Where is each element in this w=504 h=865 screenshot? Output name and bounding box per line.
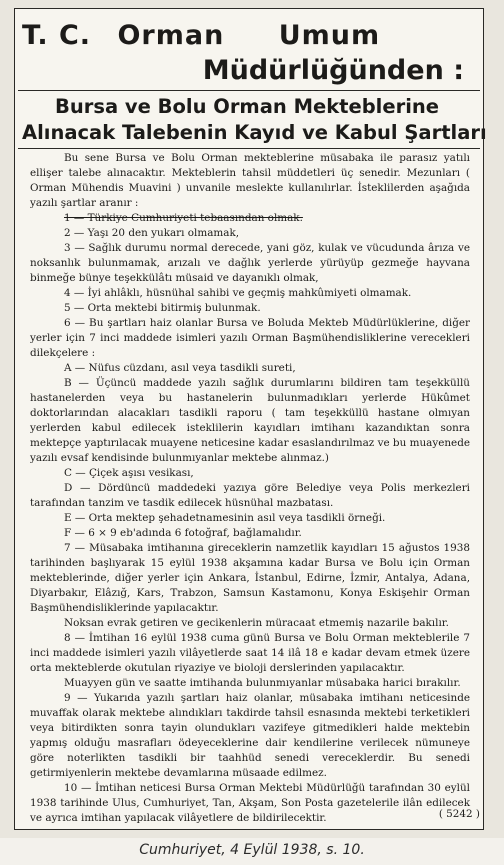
- source-caption: Cumhuriyet, 4 Eylül 1938, s. 10.: [139, 842, 365, 858]
- reference-number: ( 5242 ): [438, 808, 480, 820]
- heading-word: Orman: [117, 20, 225, 51]
- paragraph: 8 — İmtihan 16 eylül 1938 cuma günü Bursa ve Bolu Orman mekteblerile 7 inci maddede isimleri yazılı vilâyetlerde saat 14 ilâ 18 e kadar devam etmek üzere orta mekteblerde okutulan riyaziye ve bioloji derslerinden yapılacaktır.: [30, 632, 470, 674]
- paragraph: 9 — Yukarıda yazılı şartları haiz olanlar, müsabaka imtihanı neticesinde muvaffak olarak mektebe alındıkları takdirde tahsil esnasında mektebi terketikleri veya bitirdikten sonra tayin olundukları vazifeye gitmedikleri halde mektebin yapmış olduğu masrafları ödeyeceklerine dair kendilerine verilecek nümuneye göre noterlikten tasdikli bir taahhüd senedi vereceklerdir. Bu senedi getirmiyenlerin mektebe devamlarına müsaade edilmez.: [30, 692, 470, 779]
- divider: [18, 148, 480, 149]
- heading-word: Umum: [278, 20, 381, 51]
- heading-line-2: Müdürlüğünden :: [202, 55, 464, 86]
- paragraph: Muayyen gün ve saatte imtihanda bulunmıyanlar müsabaka harici bırakılır.: [64, 677, 461, 689]
- paragraph: E — Orta mektep şehadetnamesinin asıl veya tasdikli örneği.: [64, 512, 386, 524]
- paragraph: 5 — Orta mektebi bitirmiş bulunmak.: [64, 302, 261, 314]
- paragraph: 1 — Türkiye Cumhuriyeti tebaasından olmak.: [64, 212, 303, 224]
- paragraph: 7 — Müsabaka imtihanına gireceklerin namzetlik kayıdları 15 ağustos 1938 tarihinden başlıyarak 15 eylül 1938 akşamına kadar Bursa ve Bolu için Orman mekteblerinde, diğer yerler için Ankara, İstanbul, Edirne, İzmir, Antalya, Adana, Diyarbakır, Elâzığ, Kars, Trabzon, Samsun Kastamonu, Konya Eskişehir Orman Başmühendisliklerinde yapılacaktır.: [30, 542, 470, 614]
- paragraph: 10 — İmtihan neticesi Bursa Orman Mektebi Müdürlüğü tarafından 30 eylül 1938 tarihinde Ulus, Cumhuriyet, Tan, Akşam, Son Posta gazetelerile ilân edilecek ve ayrıca imtihan yapılacak vilâyetlere de bildirilecektir.: [30, 782, 470, 824]
- paragraph: 6 — Bu şartları haiz olanlar Bursa ve Boluda Mekteb Müdürlüklerine, diğer yerler için 7 inci maddede isimleri yazılı Orman Başmühendisliklerine verecekleri dilekçelere :: [30, 317, 470, 359]
- paragraph: D — Dördüncü maddedeki yazıya göre Belediye veya Polis merkezleri tarafından tanzim ve tasdik edilecek hüsnühal mazbatası.: [30, 482, 470, 509]
- paragraph: Noksan evrak getiren ve gecikenlerin müracaat etmemiş nazarile bakılır.: [64, 617, 449, 629]
- paragraph: F — 6 × 9 eb'adında 6 fotoğraf, bağlamalıdır.: [64, 527, 302, 539]
- divider: [18, 90, 480, 91]
- paragraph: 3 — Sağlık durumu normal derecede, yani göz, kulak ve vücudunda ârıza ve noksanlık bulunmamak, arızalı ve dağlık yerlerde yürüyüp gezmeğe hayvana binmeğe bünye teşekkülâtı müsaid ve dayanıklı olmak,: [30, 242, 470, 284]
- heading-line-1: [22, 20, 472, 51]
- subheading-line-1: Bursa ve Bolu Orman Mekteblerine: [54, 95, 440, 118]
- paragraph: B — Üçüncü maddede yazılı sağlık durumlarını bildiren tam teşekküllü hastanelerden veya bu hastanelerin bulunmadıkları yerlerde Hükûmet doktorlarından alacakları tasdikli raporu ( tam teşekküllü hastane olmıyan yerlerden kabul edilecek isteklilerin kayıdları imtihanı kazandıktan sonra mektepçe yaptırılacak muayene neticesine kadar esaslandırılmaz ve bu muayenede yazılı evsaf kendisinde bulunmıyanlar mektebe alınmaz.): [30, 377, 470, 464]
- subheading-line-2: Alınacak Talebenin Kayıd ve Kabul Şartları: [22, 121, 487, 144]
- heading-word: T. C.: [22, 20, 92, 51]
- paragraph: A — Nüfus cüzdanı, asıl veya tasdikli sureti,: [64, 362, 296, 374]
- paragraph: 2 — Yaşı 20 den yukarı olmamak,: [64, 227, 240, 239]
- paragraph: 4 — İyi ahlâklı, hüsnühal sahibi ve geçmiş mahkûmiyeti olmamak.: [64, 287, 412, 299]
- paragraph: Bu sene Bursa ve Bolu Orman mekteblerine müsabaka ile parasız yatılı ellişer talebe alınacaktır. Mekteblerin tahsil müddetleri üç senedir. Mezunları ( Orman Mühendis Muavini ) unvanile meslekte kullanılırlar. İsteklilerden aşağıda yazılı şartlar aranır :: [30, 152, 470, 209]
- paragraph: C — Çiçek aşısı vesikası,: [64, 467, 194, 479]
